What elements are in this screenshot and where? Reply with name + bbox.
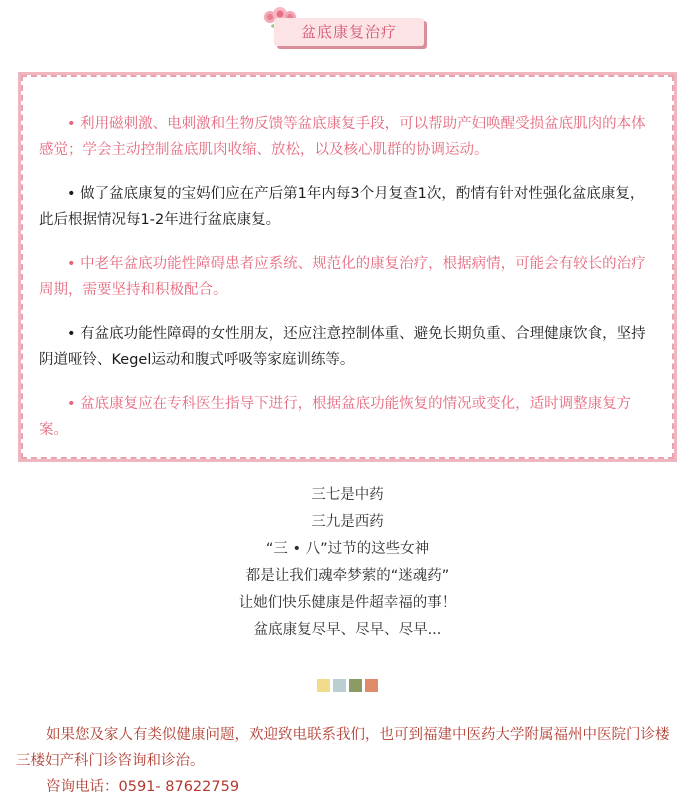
poem-line: 三九是西药 bbox=[311, 514, 384, 530]
divider-square bbox=[317, 679, 330, 692]
poem-line: 盆底康复尽早、尽早、尽早... bbox=[253, 622, 442, 638]
contact-paragraph: 如果您及家人有类似健康问题，欢迎致电联系我们，也可到福建中医药大学附属福州中医院门诊楼三楼妇产科门诊咨询和诊治。 bbox=[16, 727, 670, 769]
tip-item: • 利用磁刺激、电刺激和生物反馈等盆底康复手段，可以帮助产妇唤醒受损盆底肌肉的本体感觉；学会主动控制盆底肌肉收缩、放松，以及核心肌群的协调运动。 bbox=[39, 116, 646, 158]
contact-phone: 咨询电话：0591- 87622759 bbox=[46, 779, 240, 795]
tip-item: • 盆底康复应在专科医生指导下进行，根据盆底功能恢复的情况或变化，适时调整康复方案。 bbox=[39, 396, 632, 438]
poem-line: 都是让我们魂牵梦萦的“迷魂药” bbox=[245, 568, 450, 584]
tip-item: • 做了盆底康复的宝妈们应在产后第1年内每3个月复查1次，酌情有针对性强化盆底康复，此后根据情况每1-2年进行盆底康复。 bbox=[39, 186, 645, 228]
divider-square bbox=[349, 679, 362, 692]
divider-square bbox=[333, 679, 346, 692]
poem-block bbox=[0, 482, 695, 644]
contact-block bbox=[16, 722, 680, 800]
section-header bbox=[0, 0, 695, 60]
tips-box bbox=[18, 72, 677, 462]
tips-list bbox=[21, 75, 674, 459]
tip-item: • 有盆底功能性障碍的女性朋友，还应注意控制体重、避免长期负重、合理健康饮食，坚持阴道哑铃、Kegel运动和腹式呼吸等家庭训练等。 bbox=[39, 326, 646, 368]
color-divider bbox=[317, 679, 381, 692]
tip-item: • 中老年盆底功能性障碍患者应系统、规范化的康复治疗，根据病情，可能会有较长的治疗周期，需要坚持和积极配合。 bbox=[39, 256, 646, 298]
poem-line: 三七是中药 bbox=[311, 487, 384, 503]
divider-square bbox=[365, 679, 378, 692]
poem-line: “三 • 八”过节的这些女神 bbox=[265, 541, 430, 557]
poem-line: 让她们快乐健康是件超幸福的事！ bbox=[238, 595, 457, 611]
section-title: 盆底康复治疗 bbox=[274, 18, 424, 46]
